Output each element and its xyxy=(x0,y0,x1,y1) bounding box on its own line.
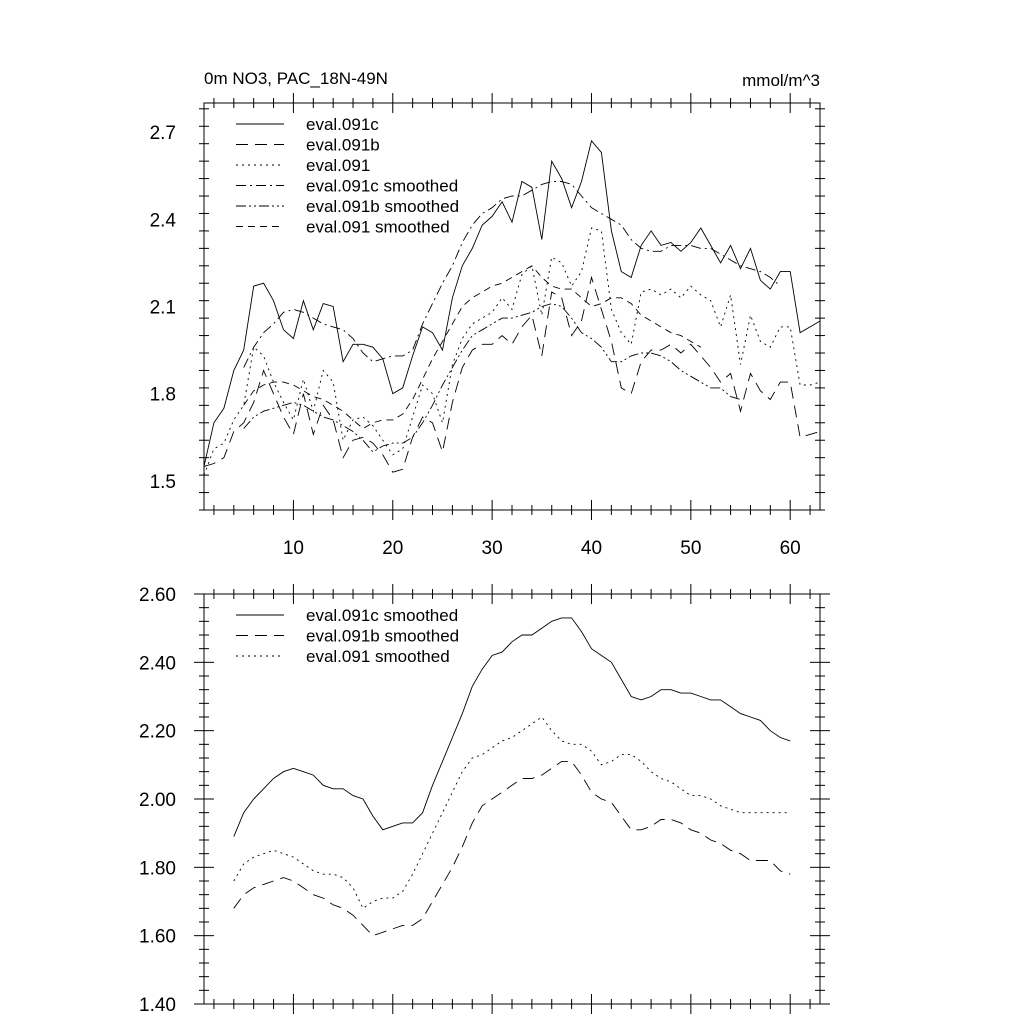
y-ticks-bottom xyxy=(139,585,830,1016)
series-line-2 xyxy=(234,717,790,908)
y-tick-label: 1.8 xyxy=(149,384,176,406)
series-line-1 xyxy=(204,277,820,472)
plot-frame-top xyxy=(204,103,820,510)
legend-label: eval.091 smoothed xyxy=(306,647,450,666)
chart-title: 0m NO3, PAC_18N-49N xyxy=(204,69,388,88)
series-line-0 xyxy=(204,141,820,467)
x-tick-label: 20 xyxy=(382,538,404,559)
y-tick-label: 2.20 xyxy=(139,721,176,743)
legend-label: eval.091 smoothed xyxy=(306,217,450,237)
y-tick-label: 1.60 xyxy=(139,926,176,948)
series-line-1 xyxy=(234,761,790,935)
y-tick-label: 1.40 xyxy=(139,995,176,1016)
x-tick-label: 40 xyxy=(580,538,603,559)
x-tick-label: 30 xyxy=(481,538,503,559)
y-tick-label: 2.7 xyxy=(149,123,176,145)
legend-label: eval.091c xyxy=(306,115,379,134)
legend-label: eval.091c smoothed xyxy=(306,606,459,625)
legend-label: eval.091c smoothed xyxy=(306,176,459,196)
x-tick-label: 10 xyxy=(282,538,304,559)
legend-bottom xyxy=(236,606,459,666)
y-tick-label: 2.1 xyxy=(149,297,176,319)
y-tick-label: 2.40 xyxy=(139,653,176,675)
series-line-5 xyxy=(244,266,701,429)
legend-label: eval.091b smoothed xyxy=(306,626,460,646)
series-line-4 xyxy=(244,304,741,452)
units-label: mmol/m^3 xyxy=(742,71,820,90)
legend-label: eval.091b xyxy=(306,135,380,155)
y-tick-label: 1.80 xyxy=(139,858,176,880)
y-tick-label: 1.5 xyxy=(149,471,176,493)
x-ticks-top xyxy=(214,93,810,559)
y-tick-label: 2.4 xyxy=(149,210,176,232)
series-lines-top xyxy=(204,141,820,475)
legend-label: eval.091 xyxy=(306,156,371,175)
y-ticks-top xyxy=(150,109,825,510)
top-panel xyxy=(150,69,825,559)
series-line-2 xyxy=(204,228,820,475)
x-ticks-bottom xyxy=(214,584,810,1014)
x-tick-label: 50 xyxy=(680,538,702,559)
bottom-panel xyxy=(139,584,830,1016)
plot-frame-bottom xyxy=(204,594,820,1004)
legend-label: eval.091b smoothed xyxy=(306,197,460,216)
x-tick-label: 60 xyxy=(779,538,801,559)
y-tick-label: 2.00 xyxy=(139,790,176,811)
legend-top xyxy=(236,115,459,237)
y-tick-label: 2.60 xyxy=(139,585,176,606)
